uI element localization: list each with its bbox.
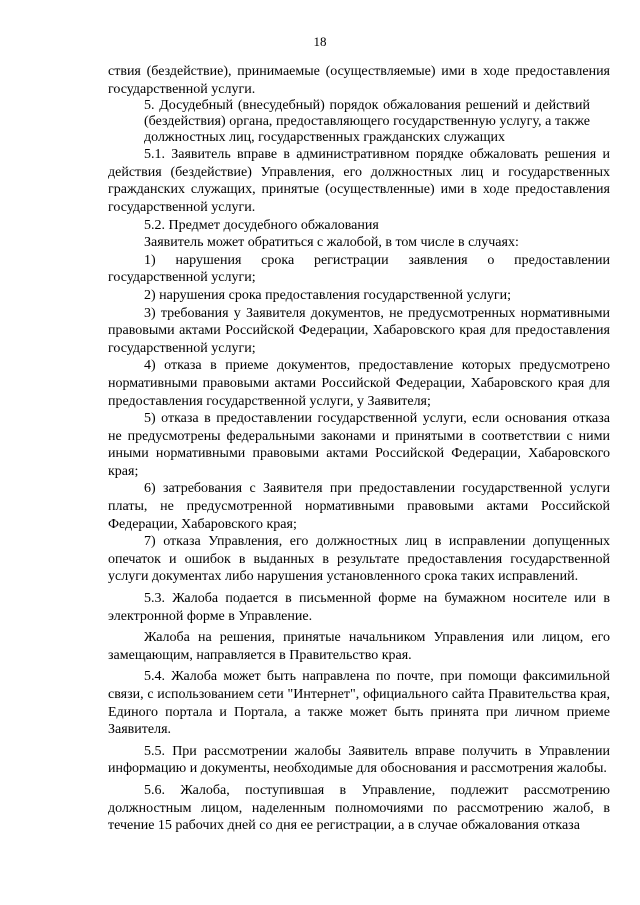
intro-paragraph: ствия (бездействие), принимаемые (осуществляемые) ими в ходе предоставления государственной услуги.: [108, 64, 610, 97]
section-heading: 5. Досудебный (внесудебный) порядок обжалования решений и действий (бездействия) органа, предоставляющего государственную услугу, а также должностных лиц, государственных гражданских служащих: [144, 98, 590, 146]
case-item-7: 7) отказа Управления, его должностных лиц в исправлении допущенных опечаток и ошибок в выданных в результате предоставления государственной услуги документах либо нарушения установленного срока таких исправлений.: [108, 534, 610, 585]
cases-intro: Заявитель может обратиться с жалобой, в том числе в случаях:: [144, 235, 519, 251]
page-number: 18: [313, 34, 327, 49]
case-item-2: 2) нарушения срока предоставления государственной услуги;: [144, 287, 511, 303]
paragraph-5-1: 5.1. Заявитель вправе в административном порядке обжаловать решения и действия (бездействие) Управления, его должностных лиц и государственных гражданских служащих, принятые (осуществленные) ими в ходе предоставления государственной услуги.: [108, 147, 610, 215]
paragraph-5-5: 5.5. При рассмотрении жалобы Заявитель вправе получить в Управлении информацию и документы, необходимые для обоснования и рассмотрения жалобы.: [108, 743, 610, 777]
case-item-5: 5) отказа в предоставлении государственной услуги, если основания отказа не предусмотрены федеральными законами и принятыми в соответствии с ними иными нормативными правовыми актами Российской Федерации, Хабаровского края;: [108, 411, 610, 479]
subheading-5-2: 5.2. Предмет досудебного обжалования: [144, 217, 379, 233]
paragraph-5-6: 5.6. Жалоба, поступившая в Управление, подлежит рассмотрению должностным лицом, наделенным полномочиями по рассмотрению жалоб, в течение 15 рабочих дней со дня ее регистрации, а в случае обжалования отказа: [108, 782, 610, 834]
document-body: [108, 63, 610, 835]
case-item-6: 6) затребования с Заявителя при предоставлении государственной услуги платы, не предусмотренной нормативными правовыми актами Российской Федерации, Хабаровского края;: [108, 481, 610, 532]
case-item-3: 3) требования у Заявителя документов, не предусмотренных нормативными правовыми актами Российской Федерации, Хабаровского края для предоставления государственной услуги;: [108, 305, 610, 356]
paragraph-5-4: 5.4. Жалоба может быть направлена по почте, при помощи факсимильной связи, с использованием сети "Интернет", официального сайта Правительства края, Единого портала и Портала, а также может быть принята при личном приеме Заявителя.: [108, 669, 610, 738]
case-item-4: 4) отказа в приеме документов, предоставление которых предусмотрено нормативными правовыми актами Российской Федерации, Хабаровского края для предоставления государственной услуги, у Заявителя;: [108, 358, 610, 409]
case-item-1: 1) нарушения срока регистрации заявления о предоставлении государственной услуги;: [108, 252, 610, 286]
paragraph-5-3: 5.3. Жалоба подается в письменной форме на бумажном носителе или в электронной форме в Управление.: [108, 591, 610, 624]
complaint-government-paragraph: Жалоба на решения, принятые начальником Управления или лицом, его замещающим, направляется в Правительство края.: [108, 630, 610, 663]
